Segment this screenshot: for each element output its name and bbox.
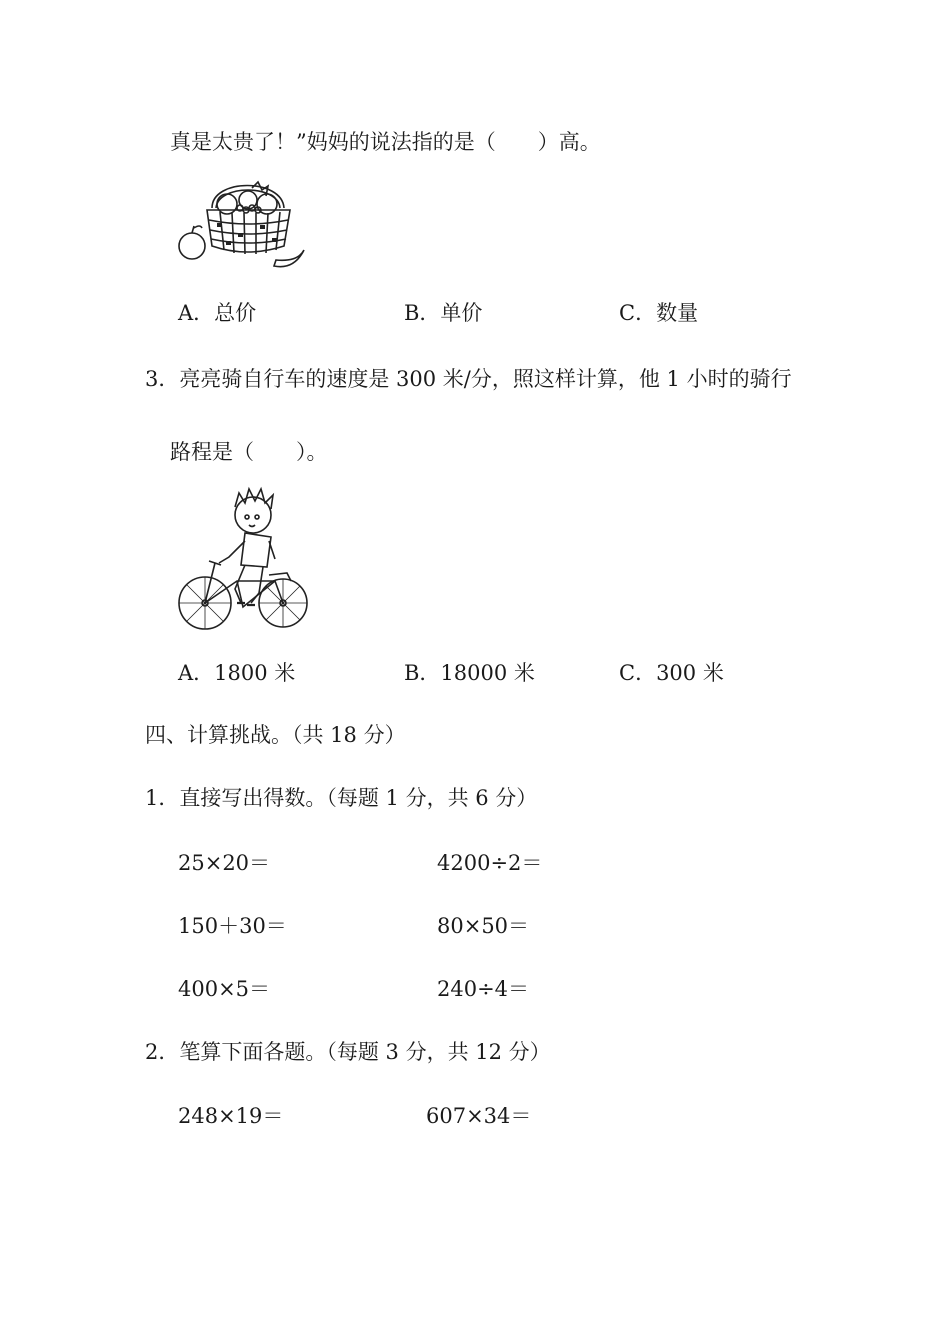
q2-stem-tail: 真是太贵了！”妈妈的说法指的是（ ）高。	[170, 130, 601, 154]
section4-q1-title: 1．直接写出得数。（每题 1 分，共 6 分）	[145, 786, 538, 810]
q3-stem-line1: 3．亮亮骑自行车的速度是 300 米/分，照这样计算，他 1 小时的骑行	[145, 367, 792, 391]
q3-option-c: C．300 米	[619, 661, 724, 685]
q3-option-b: B．18000 米	[404, 661, 535, 685]
q3-stem-line2: 路程是（ ）。	[170, 440, 328, 464]
calc-item-6: 240÷4＝	[437, 977, 530, 1001]
calc-item-5: 400×5＝	[178, 977, 271, 1001]
written-calc-item-2: 607×34＝	[426, 1104, 532, 1128]
calc-item-3: 150＋30＝	[178, 914, 287, 938]
calc-item-1: 25×20＝	[178, 851, 271, 875]
calc-item-2: 4200÷2＝	[437, 851, 543, 875]
section4-title: 四、计算挑战。（共 18 分）	[145, 723, 406, 747]
boy-bicycle-illustration	[175, 485, 313, 633]
q3-option-a: A．1800 米	[178, 661, 296, 685]
written-calc-item-1: 248×19＝	[178, 1104, 284, 1128]
q2-option-a: A．总价	[178, 301, 257, 325]
section4-q2-title: 2．笔算下面各题。（每题 3 分，共 12 分）	[145, 1040, 551, 1064]
calc-item-4: 80×50＝	[437, 914, 530, 938]
q2-option-b: B．单价	[404, 301, 483, 325]
q2-option-c: C．数量	[619, 301, 699, 325]
fruit-basket-illustration	[172, 178, 312, 276]
